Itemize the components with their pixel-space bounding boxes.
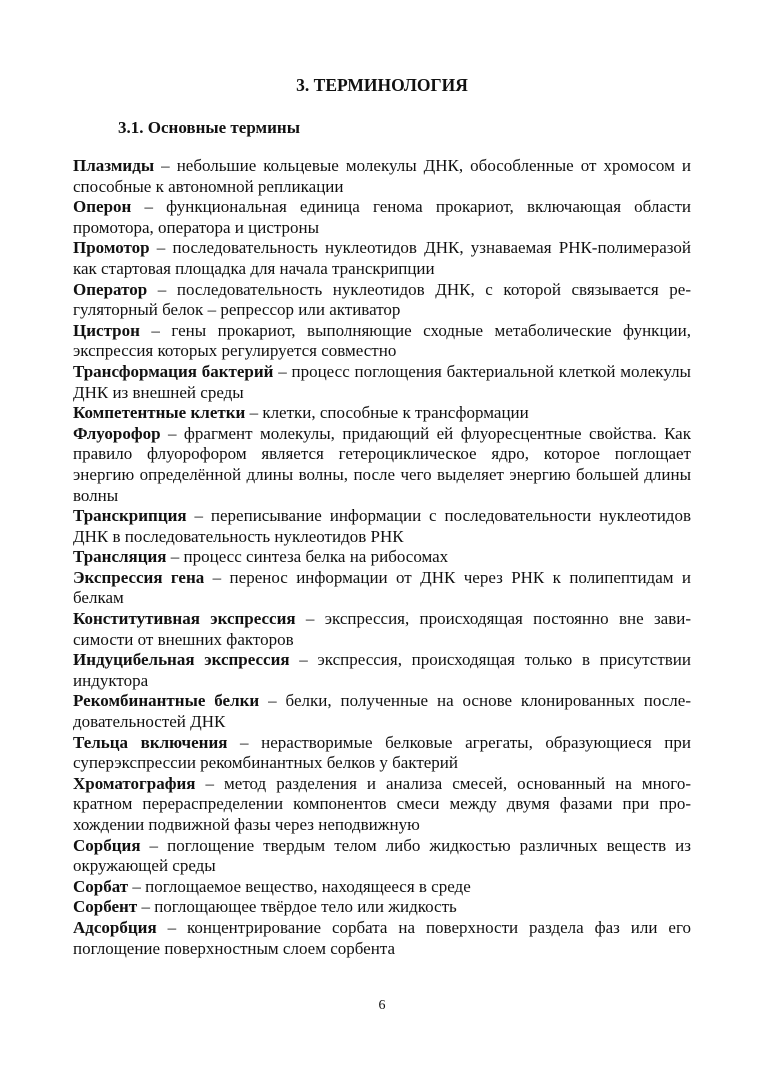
term-definition: – поглощаемое вещество, находящееся в среде (128, 876, 471, 896)
term-name: Сорбент (73, 897, 138, 917)
term-item (73, 362, 691, 403)
term-name: Промотор (73, 238, 150, 258)
term-name: Цистрон (73, 320, 140, 340)
term-definition: – метод разделения и анализа смесей, основанный на многократном перераспределении компонентов смеси между двумя фазами при прохождении подвижной фазы через неподвижную (73, 773, 691, 834)
term-name: Трансляция (73, 547, 167, 567)
term-item (73, 424, 691, 506)
term-item (73, 733, 691, 774)
term-item (73, 609, 691, 650)
term-item (73, 774, 691, 836)
term-name: Тельца включения (73, 732, 228, 752)
term-name: Оператор (73, 279, 148, 299)
term-name: Оперон (73, 197, 132, 217)
term-name: Флуорофор (73, 423, 161, 443)
term-definition: – экспрессия, происходящая постоянно вне зависимости от внешних факторов (73, 609, 692, 649)
term-name: Экспрессия гена (73, 567, 205, 587)
term-item (73, 897, 691, 918)
term-definition: – переписывание информации с последовательности нуклеотидов ДНК в последовательность нуклеотидов РНК (73, 506, 691, 546)
term-name: Плазмиды (73, 156, 155, 175)
term-definition: – нерастворимые белковые агрегаты, образующиеся при суперэкспрессии рекомбинантных белков у бактерий (73, 732, 691, 773)
term-definition: – экспрессия, происходящая только в присутствии индуктора (73, 650, 692, 690)
term-definition: – гены прокариот, выполняющие сходные метаболические функции, экспрессия которых регулируется совместно (73, 320, 691, 361)
term-definition: – последовательность нуклеотидов ДНК, узнаваемая РНК-полимеразой как стартовая площадка для начала транскрипции (73, 238, 691, 278)
term-name: Хроматография (73, 773, 196, 793)
term-definition: – концентрирование сорбата на поверхности раздела фаз или его поглощение поверхностным слоем сорбента (73, 917, 691, 958)
term-item (73, 280, 691, 321)
terms-list (73, 156, 691, 959)
term-item (73, 691, 691, 732)
term-item (73, 197, 691, 238)
term-item (73, 321, 691, 362)
term-name: Сорбат (73, 876, 129, 896)
term-definition: – функциональная единица генома прокариот, включающая области промотора, оператора и цистроны (73, 197, 691, 237)
section-title: 3.1. Основные термины (118, 118, 300, 137)
term-item (73, 918, 691, 959)
term-name: Рекомбинантные белки (73, 691, 260, 711)
page-number: 6 (378, 998, 386, 1013)
term-item (73, 650, 691, 691)
term-definition: – процесс поглощения бактериальной клеткой молекулы ДНК из внешней среды (73, 361, 691, 402)
term-item (73, 506, 691, 547)
term-item (73, 403, 691, 424)
term-name: Индуцибельная экспрессия (73, 650, 290, 670)
term-definition: – последовательность нуклеотидов ДНК, с которой связывается регуляторный белок – репрессор или активатор (73, 279, 691, 320)
term-item (73, 568, 691, 609)
term-name: Конститутивная экспрессия (73, 609, 296, 629)
chapter-title: 3. ТЕРМИНОЛОГИЯ (296, 75, 468, 95)
term-name: Трансформация бактерий (73, 361, 274, 381)
term-definition: – процесс синтеза белка на рибосомах (166, 547, 449, 567)
term-name: Транскрипция (73, 506, 187, 526)
term-definition: – поглощение твердым телом либо жидкостью различных веществ из окружающей среды (73, 835, 691, 876)
term-name: Адсорбция (73, 917, 157, 937)
term-name: Компетентные клетки (73, 403, 246, 423)
term-name: Сорбция (73, 835, 141, 855)
term-definition: – белки, полученные на основе клонированных последовательностей ДНК (73, 691, 691, 732)
term-definition: – клетки, способные к трансформации (245, 403, 529, 423)
term-item (73, 836, 691, 877)
term-definition: – небольшие кольцевые молекулы ДНК, обособленные от хромосом и способные к автономной репликации (73, 156, 691, 196)
term-definition: – перенос информации от ДНК через РНК к полипептидам и белкам (73, 567, 691, 608)
term-item (73, 547, 691, 568)
term-item (73, 156, 691, 197)
term-definition: – фрагмент молекулы, придающий ей флуоресцентные свойства. Как правило флуорофором является гетероциклическое ядро, которое поглощает энергию определённой длины волны, после чего выделяет энергию большей длины волны (73, 423, 691, 505)
term-item (73, 238, 691, 279)
term-definition: – поглощающее твёрдое тело или жидкость (137, 897, 457, 917)
term-item (73, 877, 691, 898)
